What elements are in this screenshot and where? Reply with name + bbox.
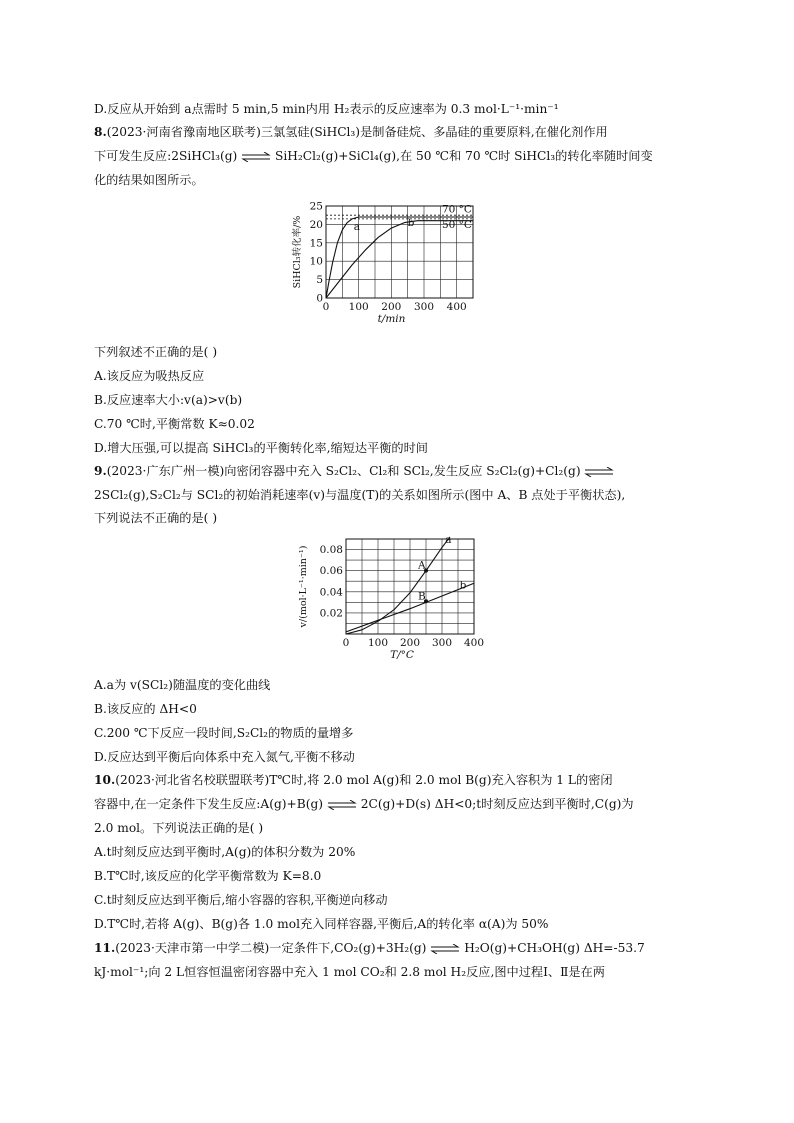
annotation-label: 70 °C [441,203,472,216]
y-tick-label: 0 [316,292,323,305]
y-tick-label: 0.06 [319,565,343,578]
point-label-a: A [418,559,426,572]
equilibrium-arrow-icon [327,800,357,810]
q9-option-a: A.a为 v(SCl₂)随温度的变化曲线 [94,678,271,692]
q8-option-d: D.增大压强,可以提高 SiHCl₃的平衡转化率,缩短达平衡的时间 [94,441,428,455]
y-tick-label: 0.04 [319,586,343,599]
q9-option-c: C.200 ℃下反应一段时间,S₂Cl₂的物质的量增多 [94,726,354,740]
q11-text-1a: (2023·天津市第一中学二模)一定条件下,CO₂(g)+3H₂(g) [115,941,427,955]
y-axis-label: SiHCl₃转化率/% [292,215,303,289]
q9-option-b: B.该反应的 ΔH<0 [94,702,197,716]
x-tick-label: 200 [381,301,402,313]
q10-option-a: A.t时刻反应达到平衡时,A(g)的体积分数为 20% [94,845,356,859]
annotation-label: b [459,579,467,592]
y-tick-label: 0.08 [319,544,343,557]
q9-option-d: D.反应达到平衡后向体系中充入氮气,平衡不移动 [94,750,355,764]
q11-line-2: kJ·mol⁻¹;向 2 L恒容恒温密闭容器中充入 1 mol CO₂和 2.8 mol H₂反应,图中过程Ⅰ、Ⅱ是在两 [94,965,605,979]
equilibrium-arrow-icon [241,152,271,162]
q11-line-1 [94,940,645,956]
q10-text-2b: 2C(g)+D(s) ΔH<0;t时刻反应达到平衡时,C(g)为 [360,797,634,811]
q11-text-1b: H₂O(g)+CH₃OH(g) ΔH=-53.7 [464,941,645,955]
q8-line-2 [94,148,653,164]
annotation-label: b [407,217,415,230]
q10-line-1 [94,772,613,788]
q9-line-2: 2SCl₂(g),S₂Cl₂与 SCl₂的初始消耗速率(v)与温度(T)的关系如图所示(图中 A、B 点处于平衡状态), [94,488,626,502]
y-tick-label: 0.02 [319,607,343,620]
q7-option-d: D.反应从开始到 a点需时 5 min,5 min内用 H₂表示的反应速率为 0.3 mol·L⁻¹·min⁻¹ [94,102,559,116]
y-tick-label: 5 [316,274,323,287]
q8-option-b: B.反应速率大小:v(a)>v(b) [94,393,243,407]
equilibrium-arrow-icon [584,467,614,477]
equilibrium-arrow-icon [430,944,460,954]
x-tick-label: 0 [342,637,350,649]
q9-line-3: 下列说法不正确的是( ) [94,511,218,525]
q11-number: 11. [94,941,116,955]
x-axis-label: t/min [377,313,406,325]
q10-option-d: D.T℃时,若将 A(g)、B(g)各 1.0 mol充入同样容器,平衡后,A的转化率 α(A)为 50% [94,917,549,931]
q10-option-b: B.T℃时,该反应的化学平衡常数为 K=8.0 [94,869,322,883]
chart-conversion-vs-time [290,196,500,332]
q8-text-1: (2023·河南省豫南地区联考)三氯氢硅(SiHCl₃)是制备硅烷、多晶硅的重要原料,在催化剂作用 [106,125,608,139]
y-tick-label: 15 [309,237,323,250]
y-tick-label: 25 [309,200,323,213]
q8-number: 8. [94,125,107,139]
series-line-a [346,537,450,634]
x-tick-label: 0 [322,301,330,313]
q9-number: 9. [94,464,107,478]
x-tick-label: 400 [446,301,467,313]
q9-text-1: (2023·广东广州一模)向密闭容器中充入 S₂Cl₂、Cl₂和 SCl₂,发生反应 S₂Cl₂(g)+Cl₂(g) [106,464,581,478]
series-line-50c [326,221,473,298]
y-tick-label: 10 [309,255,323,268]
q10-text-1: (2023·河北省名校联盟联考)T℃时,将 2.0 mol A(g)和 2.0 mol B(g)充入容积为 1 L的密闭 [115,773,613,787]
q9-line-1 [94,463,614,479]
annotation-label: a [445,534,452,547]
annotation-label: 50 °C [441,219,472,232]
q10-line-2 [94,796,634,812]
y-axis-label: v/(mol·L⁻¹·min⁻¹) [298,545,309,628]
x-tick-label: 200 [399,637,421,649]
q8-text-2b: SiH₂Cl₂(g)+SiCl₄(g),在 50 ℃和 70 ℃时 SiHCl₃的转化率随时间变 [275,149,653,163]
x-tick-label: 300 [431,637,453,649]
q8-text-2a: 下可发生反应:2SiHCl₃(g) [94,149,238,163]
x-axis-label: T/°C [390,649,414,661]
q8-line-1 [94,124,608,140]
q10-number: 10. [94,773,116,787]
annotation-label: a [353,220,361,233]
point-label-b: B [418,590,426,603]
x-tick-label: 400 [463,637,485,649]
chart-rate-vs-temperature [296,534,496,666]
q8-stem: 下列叙述不正确的是( ) [94,345,218,359]
x-tick-label: 100 [348,301,369,313]
x-tick-label: 300 [413,301,435,313]
y-tick-label: 20 [309,218,323,231]
x-tick-label: 100 [367,637,389,649]
q8-line-3: 化的结果如图所示。 [94,173,204,187]
q10-line-3: 2.0 mol。下列说法正确的是( ) [94,821,264,835]
q10-text-2a: 容器中,在一定条件下发生反应:A(g)+B(g) [94,797,324,811]
q8-option-a: A.该反应为吸热反应 [94,369,205,383]
q10-option-c: C.t时刻反应达到平衡后,缩小容器的容积,平衡逆向移动 [94,893,388,907]
q8-option-c: C.70 ℃时,平衡常数 K≈0.02 [94,417,255,431]
